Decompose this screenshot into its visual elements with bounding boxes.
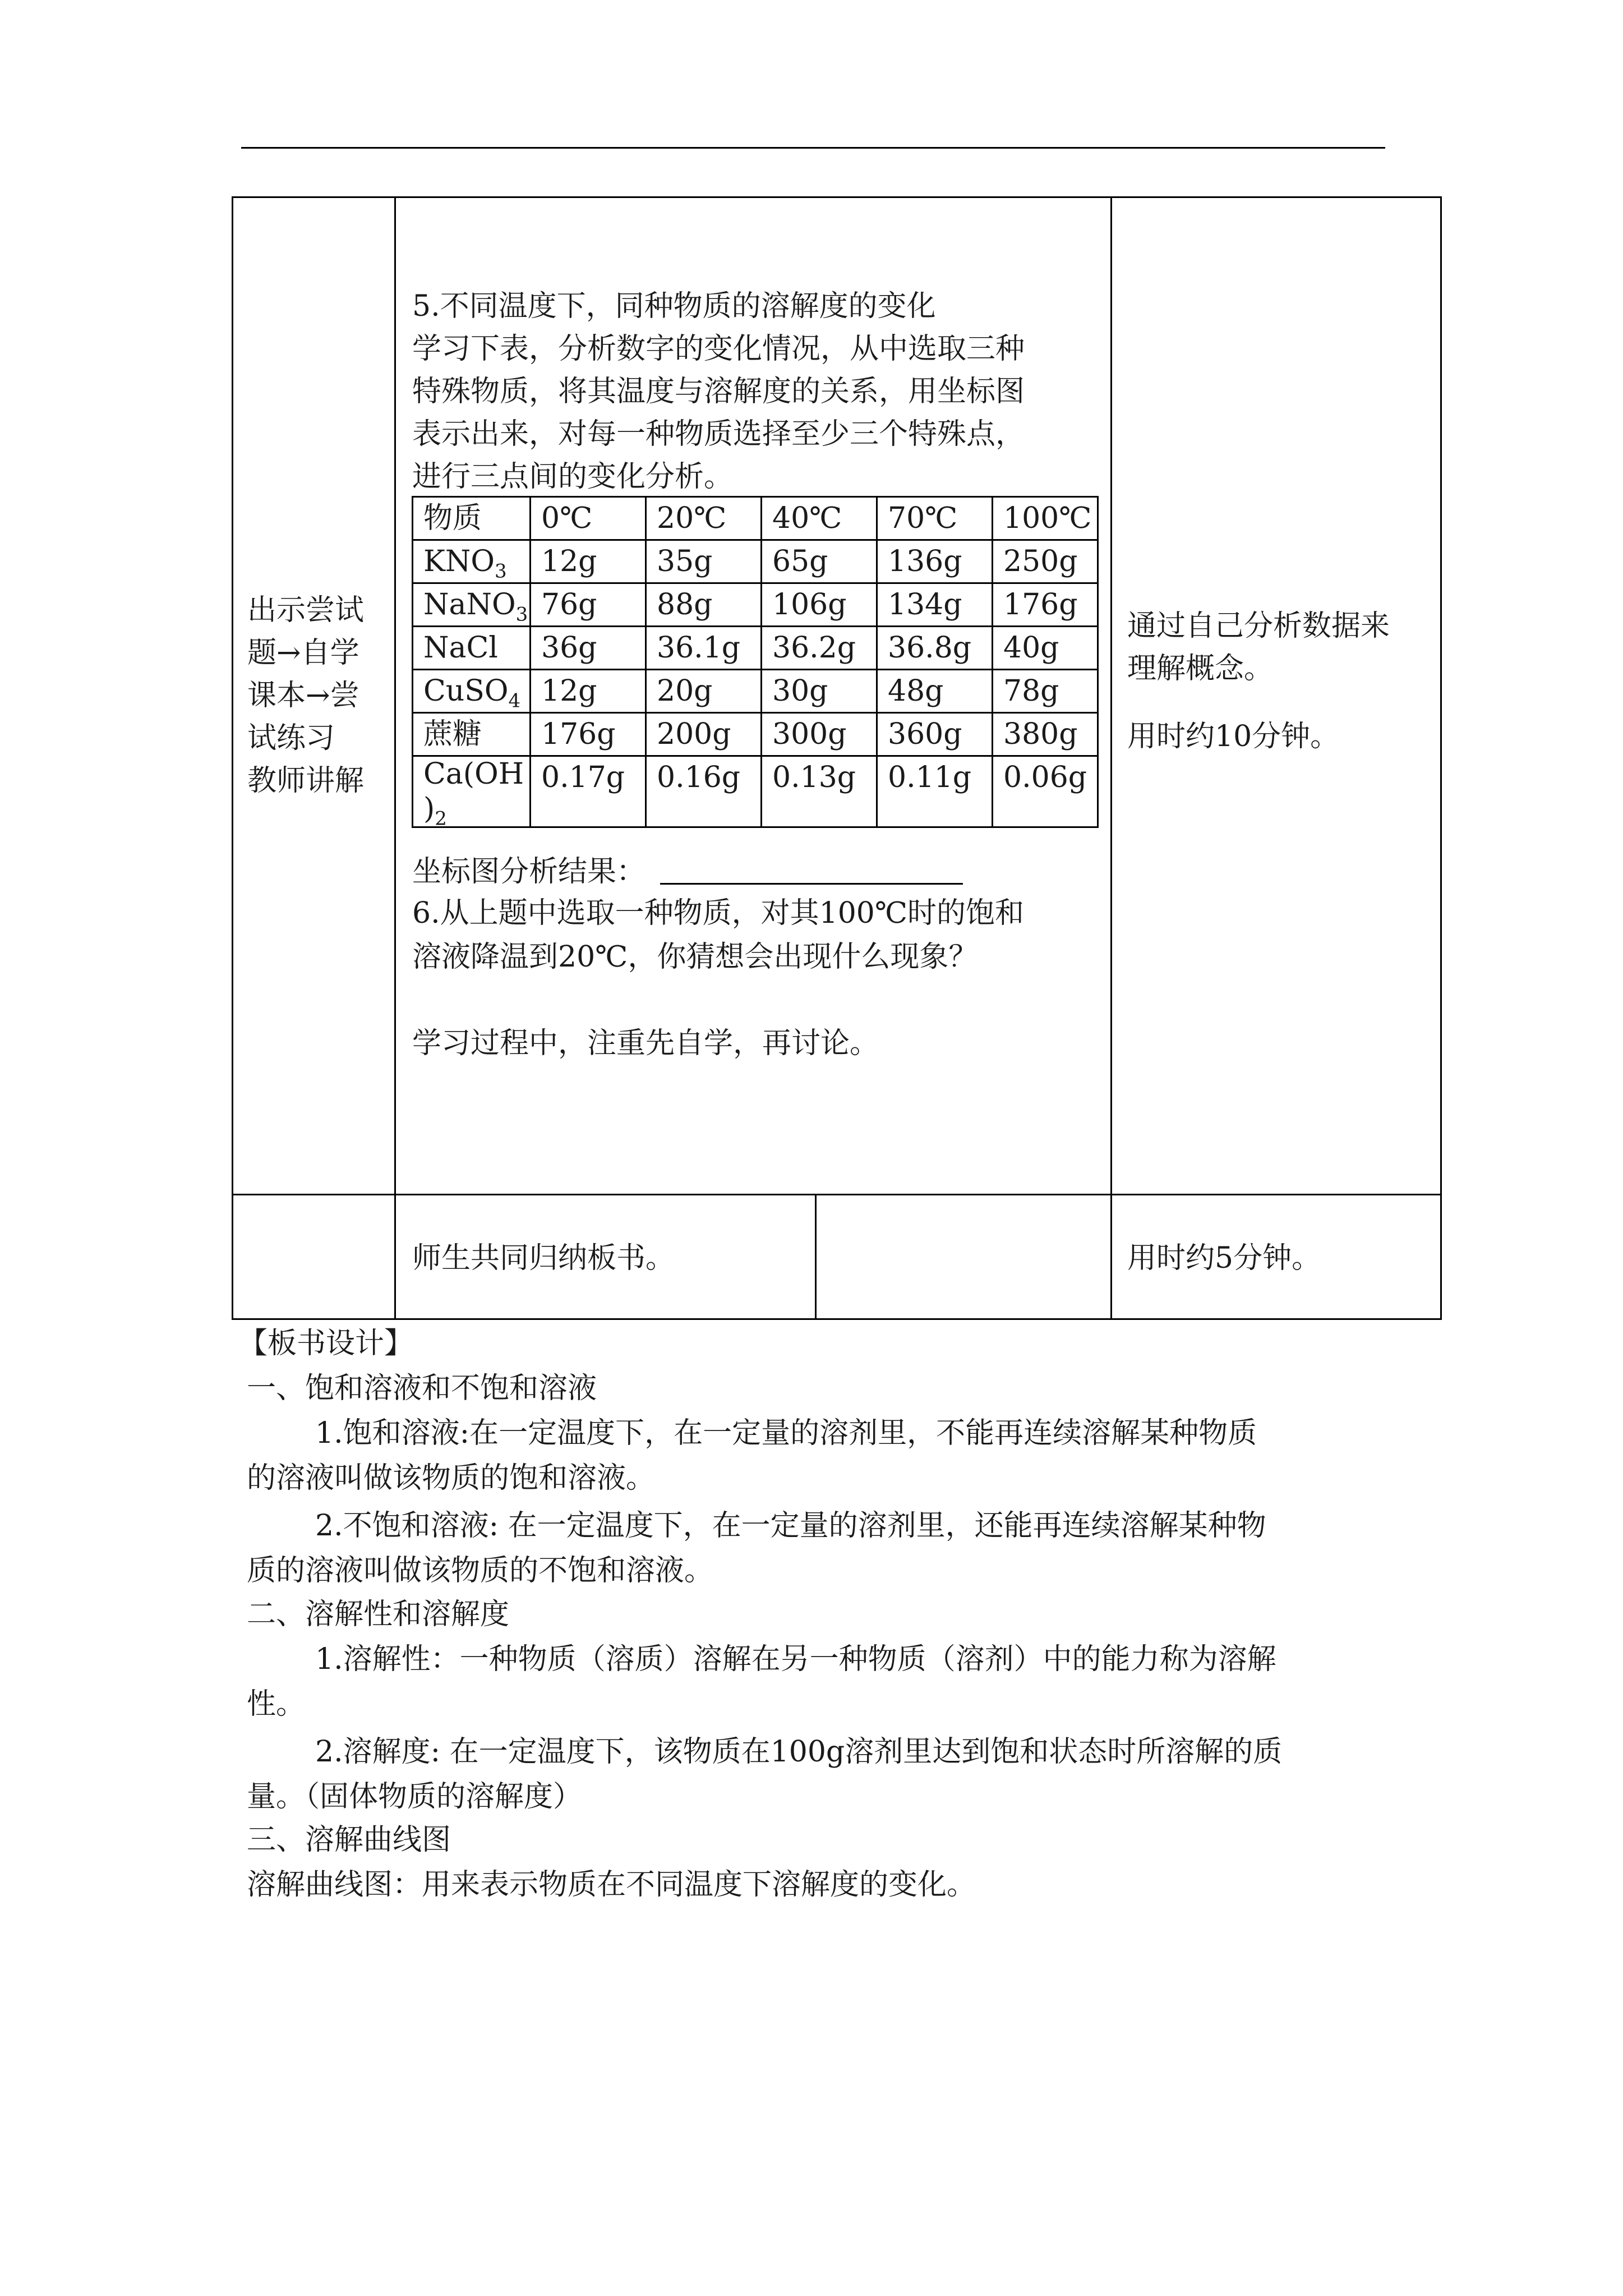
board-text: 性。 <box>247 1687 306 1721</box>
board-text: 溶解曲线图：用来表示物质在不同温度下溶解度的变化。 <box>247 1868 976 1902</box>
table-row <box>413 583 1098 627</box>
label-line: 教师讲解 <box>247 764 365 798</box>
substance-name: ) <box>423 792 435 826</box>
value-cell: 48g <box>877 670 993 713</box>
board-text: 2.不饱和溶液: 在一定温度下，在一定量的溶剂里，还能再连续溶解某种物 <box>315 1509 1266 1543</box>
table-col-divider <box>1110 196 1112 1320</box>
analysis-line <box>412 850 963 893</box>
substance-name: KNO <box>423 545 495 578</box>
table-col-divider <box>394 196 396 1320</box>
board-text: 质的溶液叫做该物质的不饱和溶液。 <box>247 1554 714 1588</box>
q5-title: 5.不同温度下，同种物质的溶解度的变化 <box>412 289 936 323</box>
value-cell: 88g <box>646 583 762 627</box>
table-row <box>413 540 1098 583</box>
substance-cell <box>413 540 531 583</box>
time-note-2: 用时约5分钟。 <box>1127 1241 1321 1275</box>
substance-name: Ca(OH <box>423 757 524 791</box>
value-cell: 40g <box>993 627 1098 670</box>
value-cell: 36g <box>531 627 646 670</box>
subscript: 4 <box>508 689 521 712</box>
subscript: 2 <box>435 807 447 830</box>
header-cell: 20℃ <box>646 497 762 540</box>
substance-name: NaNO <box>423 588 516 622</box>
substance-cell <box>413 583 531 627</box>
substance-cell: 蔗糖 <box>413 713 531 756</box>
value-cell: 12g <box>531 540 646 583</box>
answer-blank <box>660 850 963 885</box>
table-col-divider <box>815 1194 817 1320</box>
table-row <box>413 627 1098 670</box>
value-cell: 65g <box>762 540 877 583</box>
table-row-divider <box>232 1194 1442 1195</box>
value-cell: 134g <box>877 583 993 627</box>
value-cell: 36.1g <box>646 627 762 670</box>
label-line: 题→自学 <box>247 636 359 670</box>
header-cell: 物质 <box>413 497 531 540</box>
label-line: 课本→尝 <box>247 679 359 712</box>
header-cell: 70℃ <box>877 497 993 540</box>
analysis-label: 坐标图分析结果： <box>412 855 646 889</box>
q5-text-line: 学习下表，分析数字的变化情况，从中选取三种 <box>412 332 1025 366</box>
section-heading: 二、溶解性和溶解度 <box>247 1598 510 1631</box>
value-cell: 250g <box>993 540 1098 583</box>
right-note <box>1127 605 1390 690</box>
note-line: 理解概念。 <box>1127 652 1274 685</box>
substance-name: CuSO <box>423 674 509 708</box>
table-row <box>413 670 1098 713</box>
note-line: 通过自己分析数据来 <box>1127 609 1390 643</box>
label-line: 出示尝试 <box>247 593 365 627</box>
board-text: 量。（固体物质的溶解度） <box>247 1780 583 1814</box>
table-border-bottom <box>232 1318 1442 1320</box>
value-cell: 300g <box>762 713 877 756</box>
value-cell: 0.17g <box>531 756 646 827</box>
substance-cell: NaCl <box>413 627 531 670</box>
section-heading: 三、溶解曲线图 <box>247 1823 451 1857</box>
table-row <box>413 756 1098 827</box>
board-text: 2.溶解度: 在一定温度下，该物质在100g溶剂里达到饱和状态时所溶解的质 <box>315 1735 1283 1769</box>
value-cell: 20g <box>646 670 762 713</box>
value-cell: 176g <box>531 713 646 756</box>
value-cell: 35g <box>646 540 762 583</box>
value-cell: 106g <box>762 583 877 627</box>
header-cell: 100℃ <box>993 497 1098 540</box>
subscript: 3 <box>515 603 528 626</box>
value-cell: 78g <box>993 670 1098 713</box>
board-text: 1.饱和溶液:在一定温度下，在一定量的溶剂里，不能再连续溶解某种物质 <box>315 1416 1257 1450</box>
q5-text-line: 进行三点间的变化分析。 <box>412 460 734 494</box>
header-cell: 0℃ <box>531 497 646 540</box>
value-cell: 136g <box>877 540 993 583</box>
value-cell: 380g <box>993 713 1098 756</box>
board-title: 【板书设计】 <box>238 1327 414 1360</box>
value-cell: 0.06g <box>993 756 1098 827</box>
time-note: 用时约10分钟。 <box>1127 720 1340 753</box>
value-cell: 12g <box>531 670 646 713</box>
value-cell: 0.16g <box>646 756 762 827</box>
table-row <box>413 713 1098 756</box>
subscript: 3 <box>494 560 507 583</box>
section-heading: 一、饱和溶液和不饱和溶液 <box>247 1372 597 1405</box>
value-cell: 0.11g <box>877 756 993 827</box>
label-line: 试练习 <box>247 721 335 755</box>
table-header-row <box>413 497 1098 540</box>
value-cell: 176g <box>993 583 1098 627</box>
header-cell: 40℃ <box>762 497 877 540</box>
q5-text-line: 特殊物质，将其温度与溶解度的关系，用坐标图 <box>412 375 1025 408</box>
value-cell: 30g <box>762 670 877 713</box>
value-cell: 0.13g <box>762 756 877 827</box>
q5-text-line: 表示出来，对每一种物质选择至少三个特殊点， <box>412 417 1025 451</box>
q6-line: 溶液降温到20℃，你猜想会出现什么现象？ <box>412 940 978 974</box>
study-note: 学习过程中，注重先自学，再讨论。 <box>412 1027 879 1060</box>
value-cell: 360g <box>877 713 993 756</box>
summary-text: 师生共同归纳板书。 <box>412 1241 675 1275</box>
table-border-right <box>1440 196 1442 1320</box>
table-border-top <box>232 196 1442 198</box>
substance-cell <box>413 670 531 713</box>
q6-line: 6.从上题中选取一种物质，对其100℃时的饱和 <box>412 896 1025 930</box>
solubility-table <box>412 496 1099 828</box>
teaching-method-label <box>247 589 364 802</box>
table-border-left <box>232 196 233 1320</box>
value-cell: 200g <box>646 713 762 756</box>
board-text: 1.溶解性：一种物质（溶质）溶解在另一种物质（溶剂）中的能力称为溶解 <box>315 1642 1276 1676</box>
substance-cell <box>413 756 531 830</box>
value-cell: 36.2g <box>762 627 877 670</box>
value-cell: 76g <box>531 583 646 627</box>
value-cell: 36.8g <box>877 627 993 670</box>
board-text: 的溶液叫做该物质的饱和溶液。 <box>247 1461 656 1495</box>
header-rule <box>241 147 1385 149</box>
